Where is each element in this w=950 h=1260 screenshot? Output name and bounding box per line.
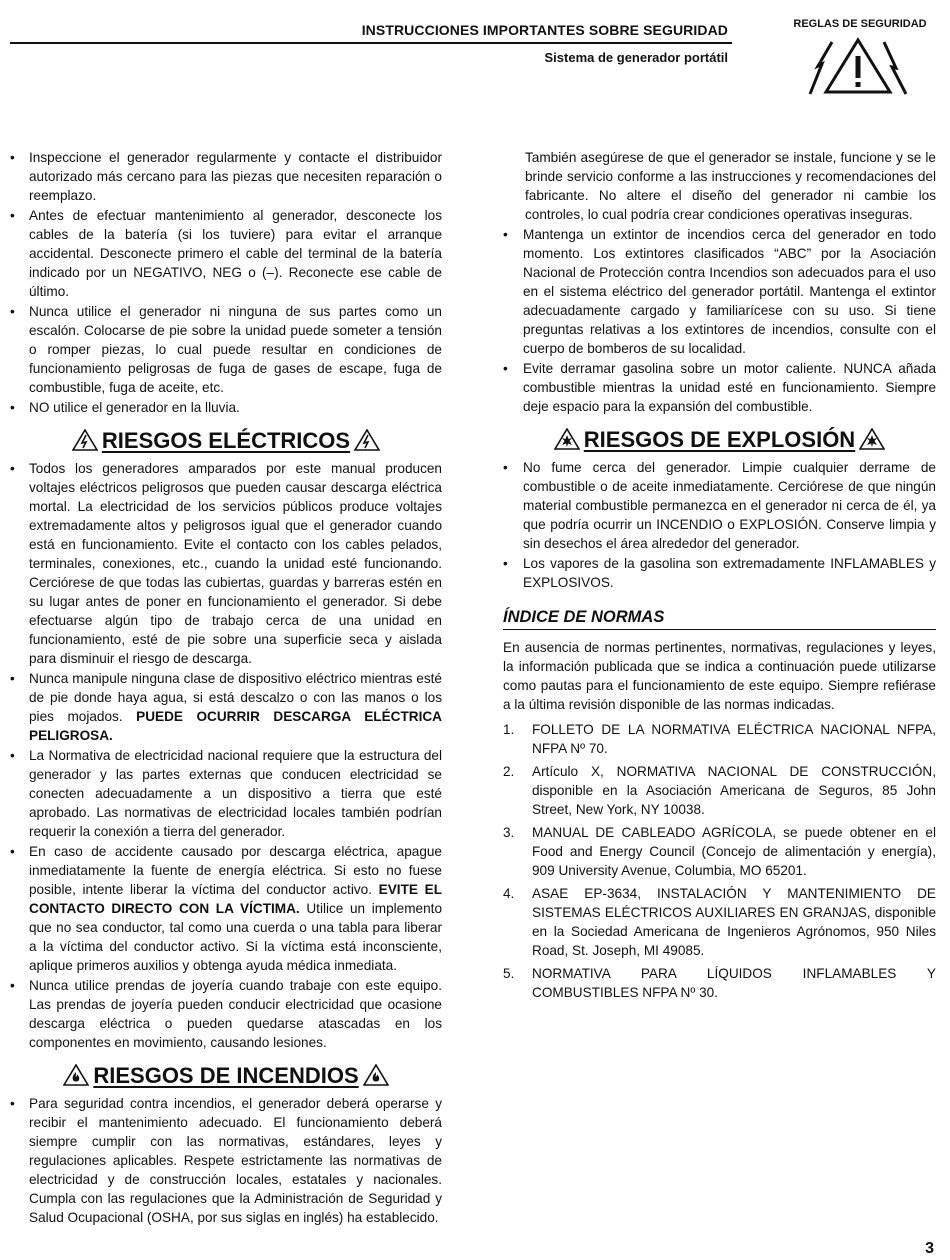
list-item: • Todos los generadores amparados por este manual producen voltajes eléctricos peligrosos que pueden causar descarga eléctrica mortal. La electricidad de los servicios públicos produce voltajes extremadamente altos y peligrosos igual que el generador cuando está en funcionamiento. Evite el contacto con los cables pelados, terminales, conexiones, etc., cuando la unidad esté funcionando. Cerciórese de que todas las cubiertas, guardas y barreras estén en su lugar antes de poner en funcionamiento el generador. Si debe efectuarse algún tipo de trabajo cerca de una unidad en funcionamiento, esté de pie sobre una superficie seca y aislada para disminuir el riesgo de descarga. [10,459,442,668]
explosion-warning-icon [554,428,580,450]
flame-warning-icon [63,1064,89,1086]
lightning-warning-icon [354,429,380,451]
emphasis-text: PUEDE OCURRIR DESCARGA ELÉCTRICA PELIGROSA. [29,709,442,743]
fire-continued-text: También asegúrese de que el generador se instale, funcione y se le brinde servicio conforme a las instrucciones y recomendaciones del fabricante. No altere el diseño del generador ni cambie los controles, lo cual podría crear condiciones operativas inseguras. [525,150,936,222]
list-item: 3. MANUAL DE CABLEADO AGRÍCOLA, se puede obtener en el Food and Energy Council (Concejo de alimentación y energía), 909 University Avenue, Columbia, MO 65201. [503,825,936,878]
fire-hazards-list [10,1094,442,1227]
warning-lightning-icon [808,34,908,96]
lightning-warning-icon [72,429,98,451]
flame-warning-icon [363,1064,389,1086]
fire-heading-text: RIESGOS DE INCENDIOS [93,1063,359,1088]
explosion-warning-icon [859,428,885,450]
list-item: • Los vapores de la gasolina son extremadamente INFLAMABLES y EXPLOSIVOS. [503,554,936,592]
list-item: 2. Artículo X, NORMATIVA NACIONAL DE CONSTRUCCIÓN, disponible en la Asociación Americana de Seguros, 85 John Street, New York, NY 10038. [503,764,936,817]
list-item: • Evite derramar gasolina sobre un motor caliente. NUNCA añada combustible mientras la unidad esté en funcionamiento. Siempre deje espacio para la expansión del combustible. [503,359,936,416]
emphasis-text: EVITE EL CONTACTO DIRECTO CON LA VÍCTIMA. [29,882,443,916]
list-item: • NO utilice el generador en la lluvia. [10,398,442,417]
general-safety-list [10,148,442,417]
list-item: • Nunca utilice el generador ni ninguna de sus partes como un escalón. Colocarse de pie sobre la unidad puede someter a tensión o romper piezas, lo cual puede resultar en condiciones de funcionamiento peligrosas de fuga de gases de escape, fuga de combustible, fuga de aceite, etc. [10,302,442,397]
list-item: • Antes de efectuar mantenimiento al generador, desconecte los cables de la batería (si los tuviere) para evitar el arranque accidental. Desconecte primero el cable del terminal de la batería indicado por un NEGATIVO, NEG o (–). Reconecte ese cable de último. [10,206,442,301]
list-item: • La Normativa de electricidad nacional requiere que la estructura del generador y las partes externas que conducen electricidad se conecten adecuadamente a un dispositivo a tierra que esté aprobado. Las normativas de electricidad locales también podrían requerir la conexión a tierra del generador. [10,746,442,841]
list-item: • Nunca manipule ninguna clase de dispositivo eléctrico mientras esté de pie donde haya agua, si está descalzo o con las manos o los pies mojados. PUEDE OCURRIR DESCARGA ELÉCTRICA PELIGROSA. [10,669,442,745]
list-item: • Mantenga un extintor de incendios cerca del generador en todo momento. Los extintores clasificados “ABC” por la Asociación Nacional de Protección contra Incendios son adecuados para el uso en el sistema eléctrico del generador portátil. Mantenga el extintor adecuadamente cargado y familiarícese con su uso. Si tiene preguntas relativas a los extintores de incendios, consulte con el cuerpo de bomberos de su localidad. [503,225,936,358]
list-item: • Para seguridad contra incendios, el generador deberá operarse y recibir el mantenimiento adecuado. El funcionamiento deberá siempre cumplir con las normativas, estándares, leyes y regulaciones aplicables. Respete estrictamente las normativas de electricidad y de construcción locales, estatales y nacionales. Cumpla con las regulaciones que la Administración de Seguridad y Salud Ocupacional (OSHA, por sus siglas en inglés) ha establecido. [10,1094,442,1227]
list-item: 1. FOLLETO DE LA NORMATIVA ELÉCTRICA NACIONAL NFPA, NFPA Nº 70. [503,722,936,756]
page-header [0,0,950,110]
fire-hazards-heading [10,1062,442,1090]
list-item: 5. NORMATIVA PARA LÍQUIDOS INFLAMABLES Y COMBUSTIBLES NFPA Nº 30. [503,966,936,1000]
left-column [10,148,442,1228]
list-item: 4. ASAE EP-3634, INSTALACIÓN Y MANTENIMIENTO DE SISTEMAS ELÉCTRICOS AUXILIARES EN GRANJAS, disponible en la Sociedad Americana de Ingenieros Agrónomos, 950 Niles Road, St. Joseph, MI 49085. [503,886,936,958]
list-item: • Inspeccione el generador regularmente y contacte el distribuidor autorizado más cercano para las piezas que necesiten reparación o reemplazo. [10,148,442,205]
header-title: INSTRUCCIONES IMPORTANTES SOBRE SEGURIDAD [361,22,728,38]
right-column [503,148,936,1006]
header-rule [10,42,732,44]
fire-hazards-list-continued [503,225,936,416]
list-item: • No fume cerca del generador. Limpie cualquier derrame de combustible o de aceite inmediatamente. Cerciórese de que ningún material combustible permanezca en el generador ni cerca de él, ya que podría ocurrir un INCENDIO o EXPLOSIÓN. Conserve limpia y sin desechos el área alrededor del generador. [503,458,936,553]
explosion-hazards-list [503,458,936,592]
page-number: 3 [925,1240,934,1257]
list-item: • En caso de accidente causado por descarga eléctrica, apague inmediatamente la fuente de energía eléctrica. Si esto no fuese posible, intente liberar la víctima del conductor activo. EVITE EL CONTACTO DIRECTO CON LA VÍCTIMA. Utilice un implemento que no sea conductor, tal como una cuerda o una tabla para liberar a la víctima del conductor activo. Si la víctima está inconsciente, aplique primeros auxilios y obtenga ayuda médica inmediata. [10,842,442,975]
electrical-hazards-list [10,459,442,1052]
header-subtitle: Sistema de generador portátil [544,50,728,65]
electrical-heading-text: RIESGOS ELÉCTRICOS [101,428,351,453]
standards-list [503,720,936,1002]
standards-intro: En ausencia de normas pertinentes, normativas, regulaciones y leyes, la información publicada que se indica a continuación puede utilizarse como pautas para el funcionamiento de este equipo. Siempre refiérase a la última revisión disponible de las normas indicadas. [503,640,936,712]
list-item: • Nunca utilice prendas de joyería cuando trabaje con este equipo. Las prendas de joyería pueden conducir electricidad que ocasione descarga eléctrica o pueden quedarse atascadas en los componentes en movimiento, causando lesiones. [10,976,442,1052]
standards-index-title: ÍNDICE DE NORMAS [503,608,936,630]
electrical-hazards-heading [10,427,442,455]
safety-rules-label: REGLAS DE SEGURIDAD [793,18,927,30]
explosion-heading-text: RIESGOS DE EXPLOSIÓN [583,427,856,452]
explosion-hazards-heading [503,426,936,454]
